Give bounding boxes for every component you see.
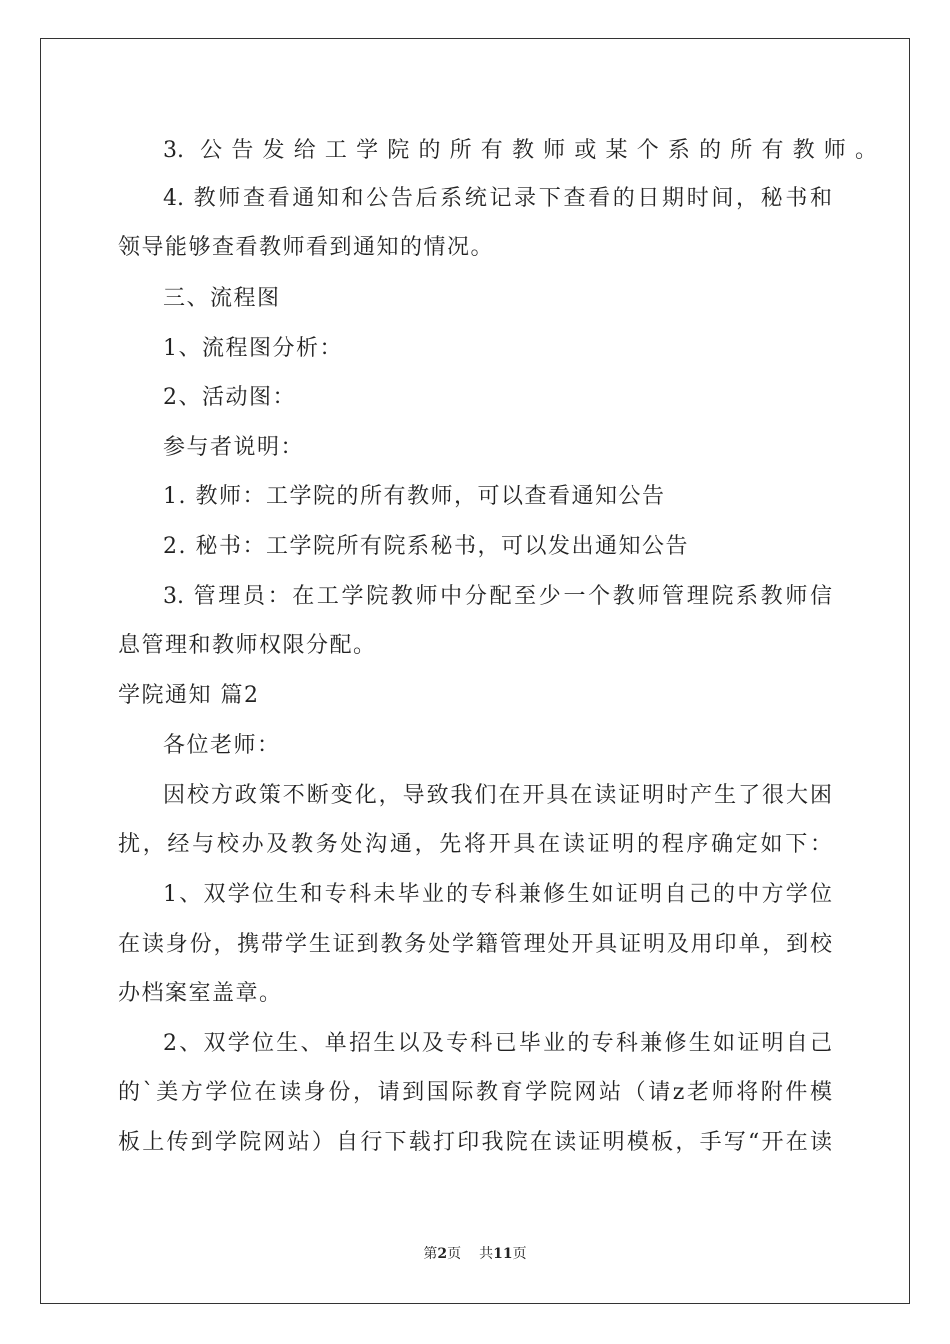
paragraph-line: 3. 管理员：在工学院教师中分配至少一个教师管理院系教师信 [163,584,832,609]
paragraph-line: 2、活动图： [163,385,296,410]
paragraph-line: 3. 公告发给工学院的所有教师或某个系的所有教师。 [163,138,877,163]
paragraph-line: 1. 教师：工学院的所有教师，可以查看通知公告 [163,484,666,509]
footer-page-suffix: 页 [447,1246,462,1262]
paragraph-line: 2. 秘书：工学院所有院系秘书，可以发出通知公告 [163,534,689,559]
section-heading: 三、流程图 [163,286,281,311]
paragraph-line: 参与者说明： [163,435,305,460]
paragraph-line: 的`美方学位在读身份，请到国际教育学院网站（请z老师将附件模 [118,1080,832,1105]
paragraph-line: 板上传到学院网站）自行下载打印我院在读证明模板，手写“开在读 [118,1130,832,1155]
paragraph-line: 1、流程图分析： [163,336,343,361]
salutation: 各位老师： [163,733,281,758]
paragraph-line: 因校方政策不断变化，导致我们在开具在读证明时产生了很大困 [163,783,832,808]
paragraph-line: 扰，经与校办及教务处沟通，先将开具在读证明的程序确定如下： [118,832,832,857]
paragraph-line: 2、双学位生、单招生以及专科已毕业的专科兼修生如证明自己 [163,1031,832,1056]
footer-total-number: 11 [493,1246,513,1262]
paragraph-line: 息管理和教师权限分配。 [118,633,377,658]
footer-total-prefix: 共 [479,1246,494,1262]
page-border [40,38,910,1304]
paragraph-line: 1、双学位生和专科未毕业的专科兼修生如证明自己的中方学位 [163,882,832,907]
paragraph-line: 在读身份，携带学生证到教务处学籍管理处开具证明及用印单，到校 [118,932,832,957]
paragraph-line: 领导能够查看教师看到通知的情况。 [118,235,495,260]
footer-total-suffix: 页 [512,1246,527,1262]
paragraph-line: 4. 教师查看通知和公告后系统记录下查看的日期时间，秘书和 [163,186,832,211]
footer-page-number: 2 [437,1246,448,1262]
footer-page-prefix: 第 [423,1246,438,1262]
article-heading: 学院通知 篇2 [118,683,260,708]
paragraph-line: 办档案室盖章。 [118,981,283,1006]
page-footer [0,1244,950,1264]
